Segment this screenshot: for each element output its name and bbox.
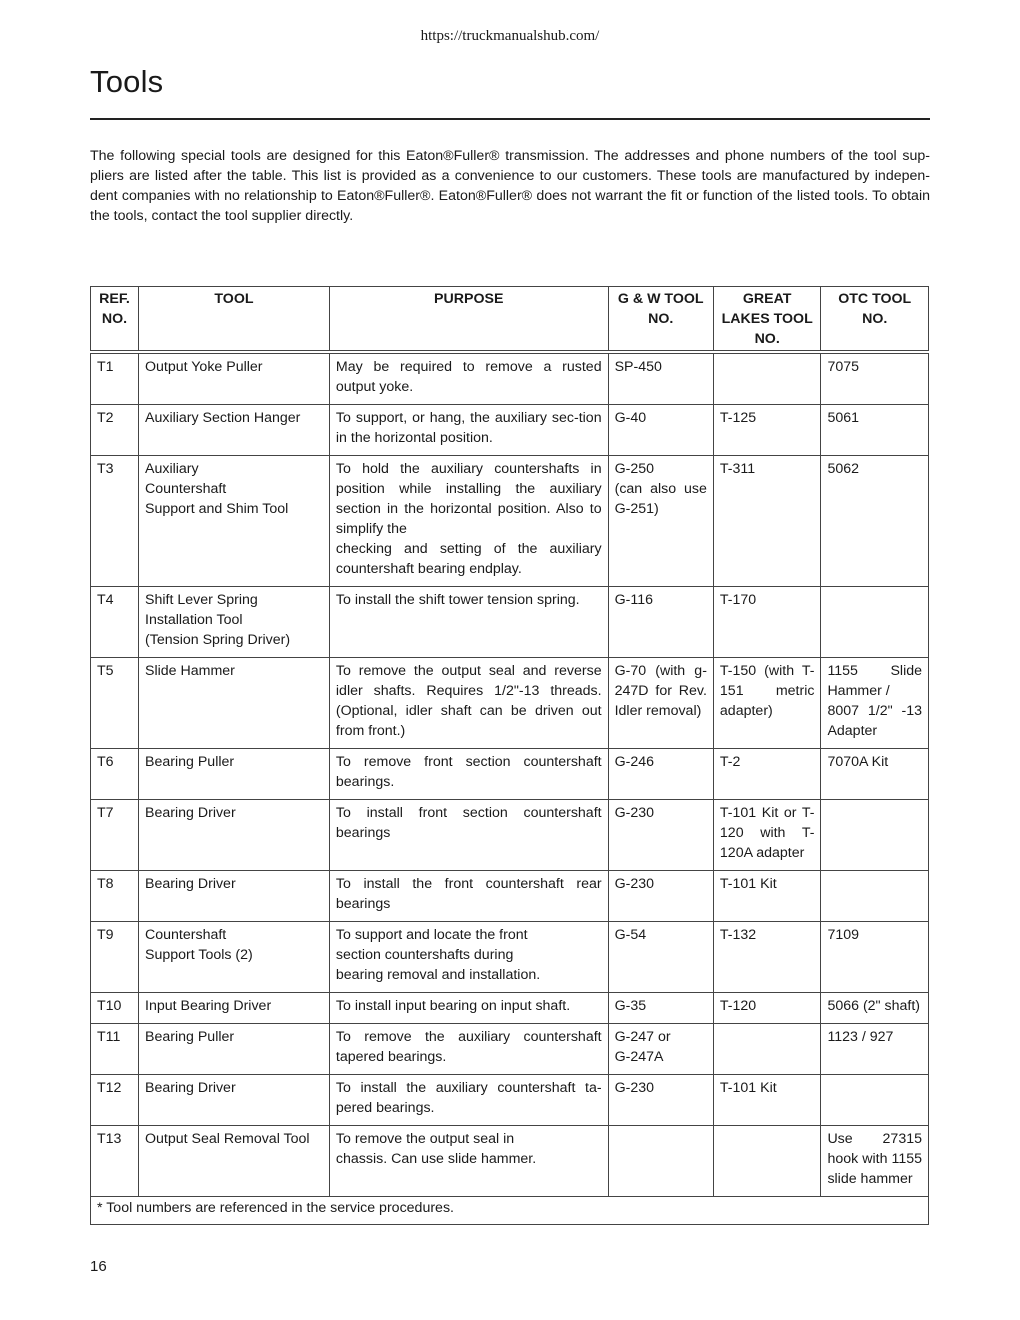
- cell-tool: Bearing Puller: [139, 1024, 330, 1075]
- cell-otc-tool: [821, 587, 929, 658]
- tools-table: [90, 286, 929, 1225]
- cell-gw-tool: G-250 (can also use G-251): [608, 456, 713, 587]
- header-ref: REF. NO.: [91, 287, 139, 353]
- cell-purpose: To support, or hang, the auxiliary sec-tion in the horizontal position.: [329, 405, 608, 456]
- cell-otc-tool: 7070A Kit: [821, 749, 929, 800]
- page-title: Tools: [90, 64, 164, 99]
- cell-ref: T13: [91, 1126, 139, 1197]
- cell-ref: T2: [91, 405, 139, 456]
- cell-great-lakes-tool: [713, 1126, 821, 1197]
- cell-purpose: To remove the output seal and reverse idler shafts. Requires 1/2"-13 threads. (Optional, idler shaft can be driven out from front.): [329, 658, 608, 749]
- table-row: [91, 405, 929, 456]
- cell-tool: Output Yoke Puller: [139, 352, 330, 405]
- table-row: [91, 800, 929, 871]
- cell-otc-tool: [821, 800, 929, 871]
- cell-otc-tool: 5062: [821, 456, 929, 587]
- cell-great-lakes-tool: T-101 Kit: [713, 871, 821, 922]
- cell-great-lakes-tool: T-101 Kit or T-120 with T-120A adapter: [713, 800, 821, 871]
- header-gw-tool: G & W TOOL NO.: [608, 287, 713, 353]
- cell-great-lakes-tool: T-101 Kit: [713, 1075, 821, 1126]
- cell-otc-tool: [821, 871, 929, 922]
- cell-otc-tool: 5061: [821, 405, 929, 456]
- cell-great-lakes-tool: T-150 (with T-151 metric adapter): [713, 658, 821, 749]
- table-row: [91, 352, 929, 405]
- cell-tool: Shift Lever Spring Installation Tool (Tension Spring Driver): [139, 587, 330, 658]
- cell-gw-tool: [608, 1126, 713, 1197]
- table-row: [91, 1075, 929, 1126]
- cell-gw-tool: G-116: [608, 587, 713, 658]
- cell-otc-tool: Use 27315 hook with 1155 slide hammer: [821, 1126, 929, 1197]
- cell-tool: Auxiliary Countershaft Support and Shim Tool: [139, 456, 330, 587]
- table-row: [91, 871, 929, 922]
- cell-purpose: To hold the auxiliary countershafts in position while installing the auxiliary section in the horizontal position. Also to simplify the checking and setting of the auxiliary countershaft bearing endplay.: [329, 456, 608, 587]
- table-footnote-row: [91, 1197, 929, 1225]
- table-row: [91, 587, 929, 658]
- cell-tool: Slide Hammer: [139, 658, 330, 749]
- cell-gw-tool: G-230: [608, 1075, 713, 1126]
- header-great-lakes-tool: GREAT LAKES TOOL NO.: [713, 287, 821, 353]
- cell-purpose: To support and locate the front section countershafts during bearing removal and installation.: [329, 922, 608, 993]
- table-row: [91, 1126, 929, 1197]
- cell-purpose: To remove the auxiliary countershaft tapered bearings.: [329, 1024, 608, 1075]
- table-row: [91, 922, 929, 993]
- cell-gw-tool: G-54: [608, 922, 713, 993]
- table-row: [91, 658, 929, 749]
- cell-purpose: To install input bearing on input shaft.: [329, 993, 608, 1024]
- table-row: [91, 749, 929, 800]
- cell-great-lakes-tool: [713, 352, 821, 405]
- cell-otc-tool: 7075: [821, 352, 929, 405]
- cell-ref: T9: [91, 922, 139, 993]
- cell-tool: Countershaft Support Tools (2): [139, 922, 330, 993]
- table-row: [91, 993, 929, 1024]
- cell-ref: T10: [91, 993, 139, 1024]
- cell-tool: Output Seal Removal Tool: [139, 1126, 330, 1197]
- cell-gw-tool: SP-450: [608, 352, 713, 405]
- cell-purpose: To install the shift tower tension spring.: [329, 587, 608, 658]
- cell-otc-tool: [821, 1075, 929, 1126]
- cell-ref: T4: [91, 587, 139, 658]
- cell-tool: Bearing Puller: [139, 749, 330, 800]
- cell-ref: T7: [91, 800, 139, 871]
- page-number: 16: [90, 1258, 107, 1275]
- cell-tool: Bearing Driver: [139, 871, 330, 922]
- cell-gw-tool: G-230: [608, 871, 713, 922]
- cell-gw-tool: G-35: [608, 993, 713, 1024]
- cell-purpose: To remove front section countershaft bearings.: [329, 749, 608, 800]
- tools-table-body: [91, 352, 929, 1197]
- cell-otc-tool: 7109: [821, 922, 929, 993]
- cell-ref: T12: [91, 1075, 139, 1126]
- cell-great-lakes-tool: T-120: [713, 993, 821, 1024]
- cell-otc-tool: 5066 (2" shaft): [821, 993, 929, 1024]
- cell-great-lakes-tool: T-170: [713, 587, 821, 658]
- cell-tool: Input Bearing Driver: [139, 993, 330, 1024]
- cell-gw-tool: G-40: [608, 405, 713, 456]
- title-rule: [90, 118, 930, 120]
- cell-great-lakes-tool: T-125: [713, 405, 821, 456]
- cell-gw-tool: G-230: [608, 800, 713, 871]
- cell-tool: Auxiliary Section Hanger: [139, 405, 330, 456]
- cell-ref: T5: [91, 658, 139, 749]
- cell-purpose: To install front section countershaft bearings: [329, 800, 608, 871]
- cell-ref: T3: [91, 456, 139, 587]
- intro-paragraph: The following special tools are designed for this Eaton®Fuller® transmission. The addresses and phone numbers of the tool sup-pliers are listed after the table. This list is provided as a convenience to our customers. These tools are manufactured by indepen-dent companies with no relationship to Eaton®Fuller®. Eaton®Fuller® does not warrant the fit or function of the listed tools. To obtain the tools, contact the tool supplier directly.: [90, 148, 930, 224]
- cell-otc-tool: 1123 / 927: [821, 1024, 929, 1075]
- cell-great-lakes-tool: T-132: [713, 922, 821, 993]
- header-tool: TOOL: [139, 287, 330, 353]
- cell-purpose: To install the auxiliary countershaft ta-pered bearings.: [329, 1075, 608, 1126]
- cell-great-lakes-tool: T-2: [713, 749, 821, 800]
- cell-otc-tool: 1155 Slide Hammer / 8007 1/2" -13 Adapter: [821, 658, 929, 749]
- table-header-row: [91, 287, 929, 353]
- cell-great-lakes-tool: [713, 1024, 821, 1075]
- source-url[interactable]: https://truckmanualshub.com/: [420, 28, 600, 44]
- table-row: [91, 456, 929, 587]
- cell-gw-tool: G-246: [608, 749, 713, 800]
- header-purpose: PURPOSE: [329, 287, 608, 353]
- cell-tool: Bearing Driver: [139, 800, 330, 871]
- table-footnote: * Tool numbers are referenced in the service procedures.: [91, 1197, 929, 1225]
- cell-tool: Bearing Driver: [139, 1075, 330, 1126]
- cell-gw-tool: G-247 or G-247A: [608, 1024, 713, 1075]
- cell-purpose: May be required to remove a rusted output yoke.: [329, 352, 608, 405]
- header-otc-tool: OTC TOOL NO.: [821, 287, 929, 353]
- cell-ref: T11: [91, 1024, 139, 1075]
- cell-gw-tool: G-70 (with g-247D for Rev. Idler removal): [608, 658, 713, 749]
- cell-ref: T1: [91, 352, 139, 405]
- cell-purpose: To remove the output seal in chassis. Can use slide hammer.: [329, 1126, 608, 1197]
- cell-great-lakes-tool: T-311: [713, 456, 821, 587]
- cell-ref: T6: [91, 749, 139, 800]
- cell-purpose: To install the front countershaft rear bearings: [329, 871, 608, 922]
- cell-ref: T8: [91, 871, 139, 922]
- table-row: [91, 1024, 929, 1075]
